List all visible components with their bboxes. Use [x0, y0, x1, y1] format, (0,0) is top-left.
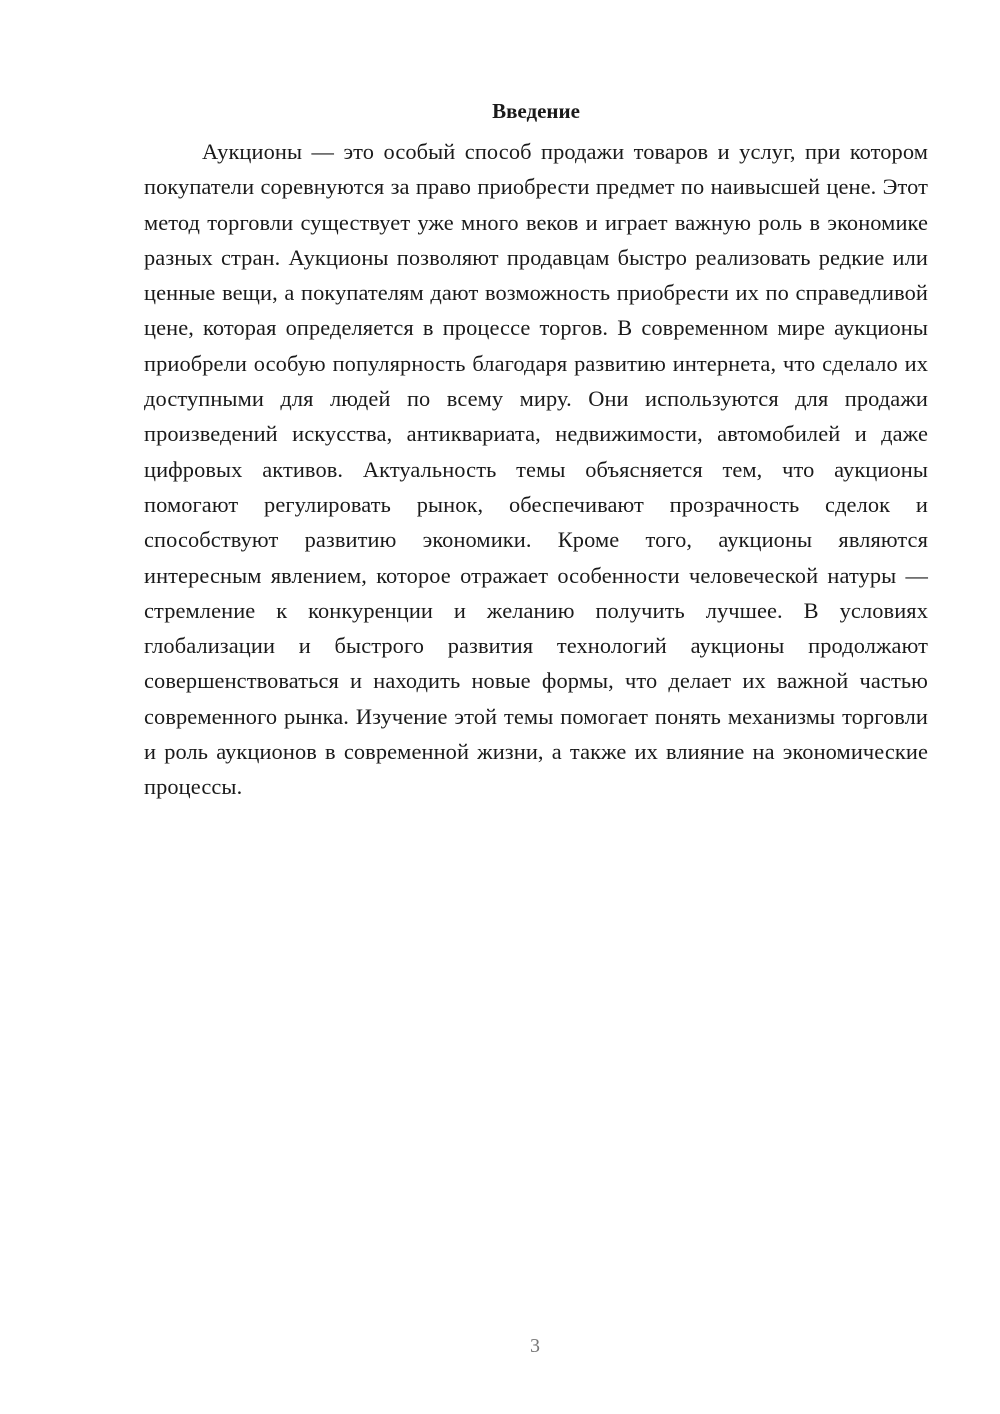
page-number: 3	[530, 1335, 540, 1357]
section-title: Введение	[492, 99, 580, 123]
page-content	[144, 96, 928, 805]
body-paragraph: Аукционы — это особый способ продажи товаров и услуг, при котором покупатели соревнуются за право приобрести предмет по наивысшей цене. Этот метод торговли существует уже много веков и играет важную роль в экономике разных стран. Аукционы позволяют продавцам быстро реализовать редкие или ценные вещи, а покупателям дают возможность приобрести их по справедливой цене, которая определяется в процессе торгов. В современном мире аукционы приобрели особую популярность благодаря развитию интернета, что сделало их доступными для людей по всему миру. Они используются для продажи произведений искусства, антиквариата, недвижимости, автомобилей и даже цифровых активов. Актуальность темы объясняется тем, что аукционы помогают регулировать рынок, обеспечивают прозрачность сделок и способствуют развитию экономики. Кроме того, аукционы являются интересным явлением, которое отражает особенности человеческой натуры — стремление к конкуренции и желанию получить лучшее. В условиях глобализации и быстрого развития технологий аукционы продолжают совершенствоваться и находить новые формы, что делает их важной частью современного рынка. Изучение этой темы помогает понять механизмы торговли и роль аукционов в современной жизни, а также их влияние на экономические процессы.	[144, 139, 928, 800]
